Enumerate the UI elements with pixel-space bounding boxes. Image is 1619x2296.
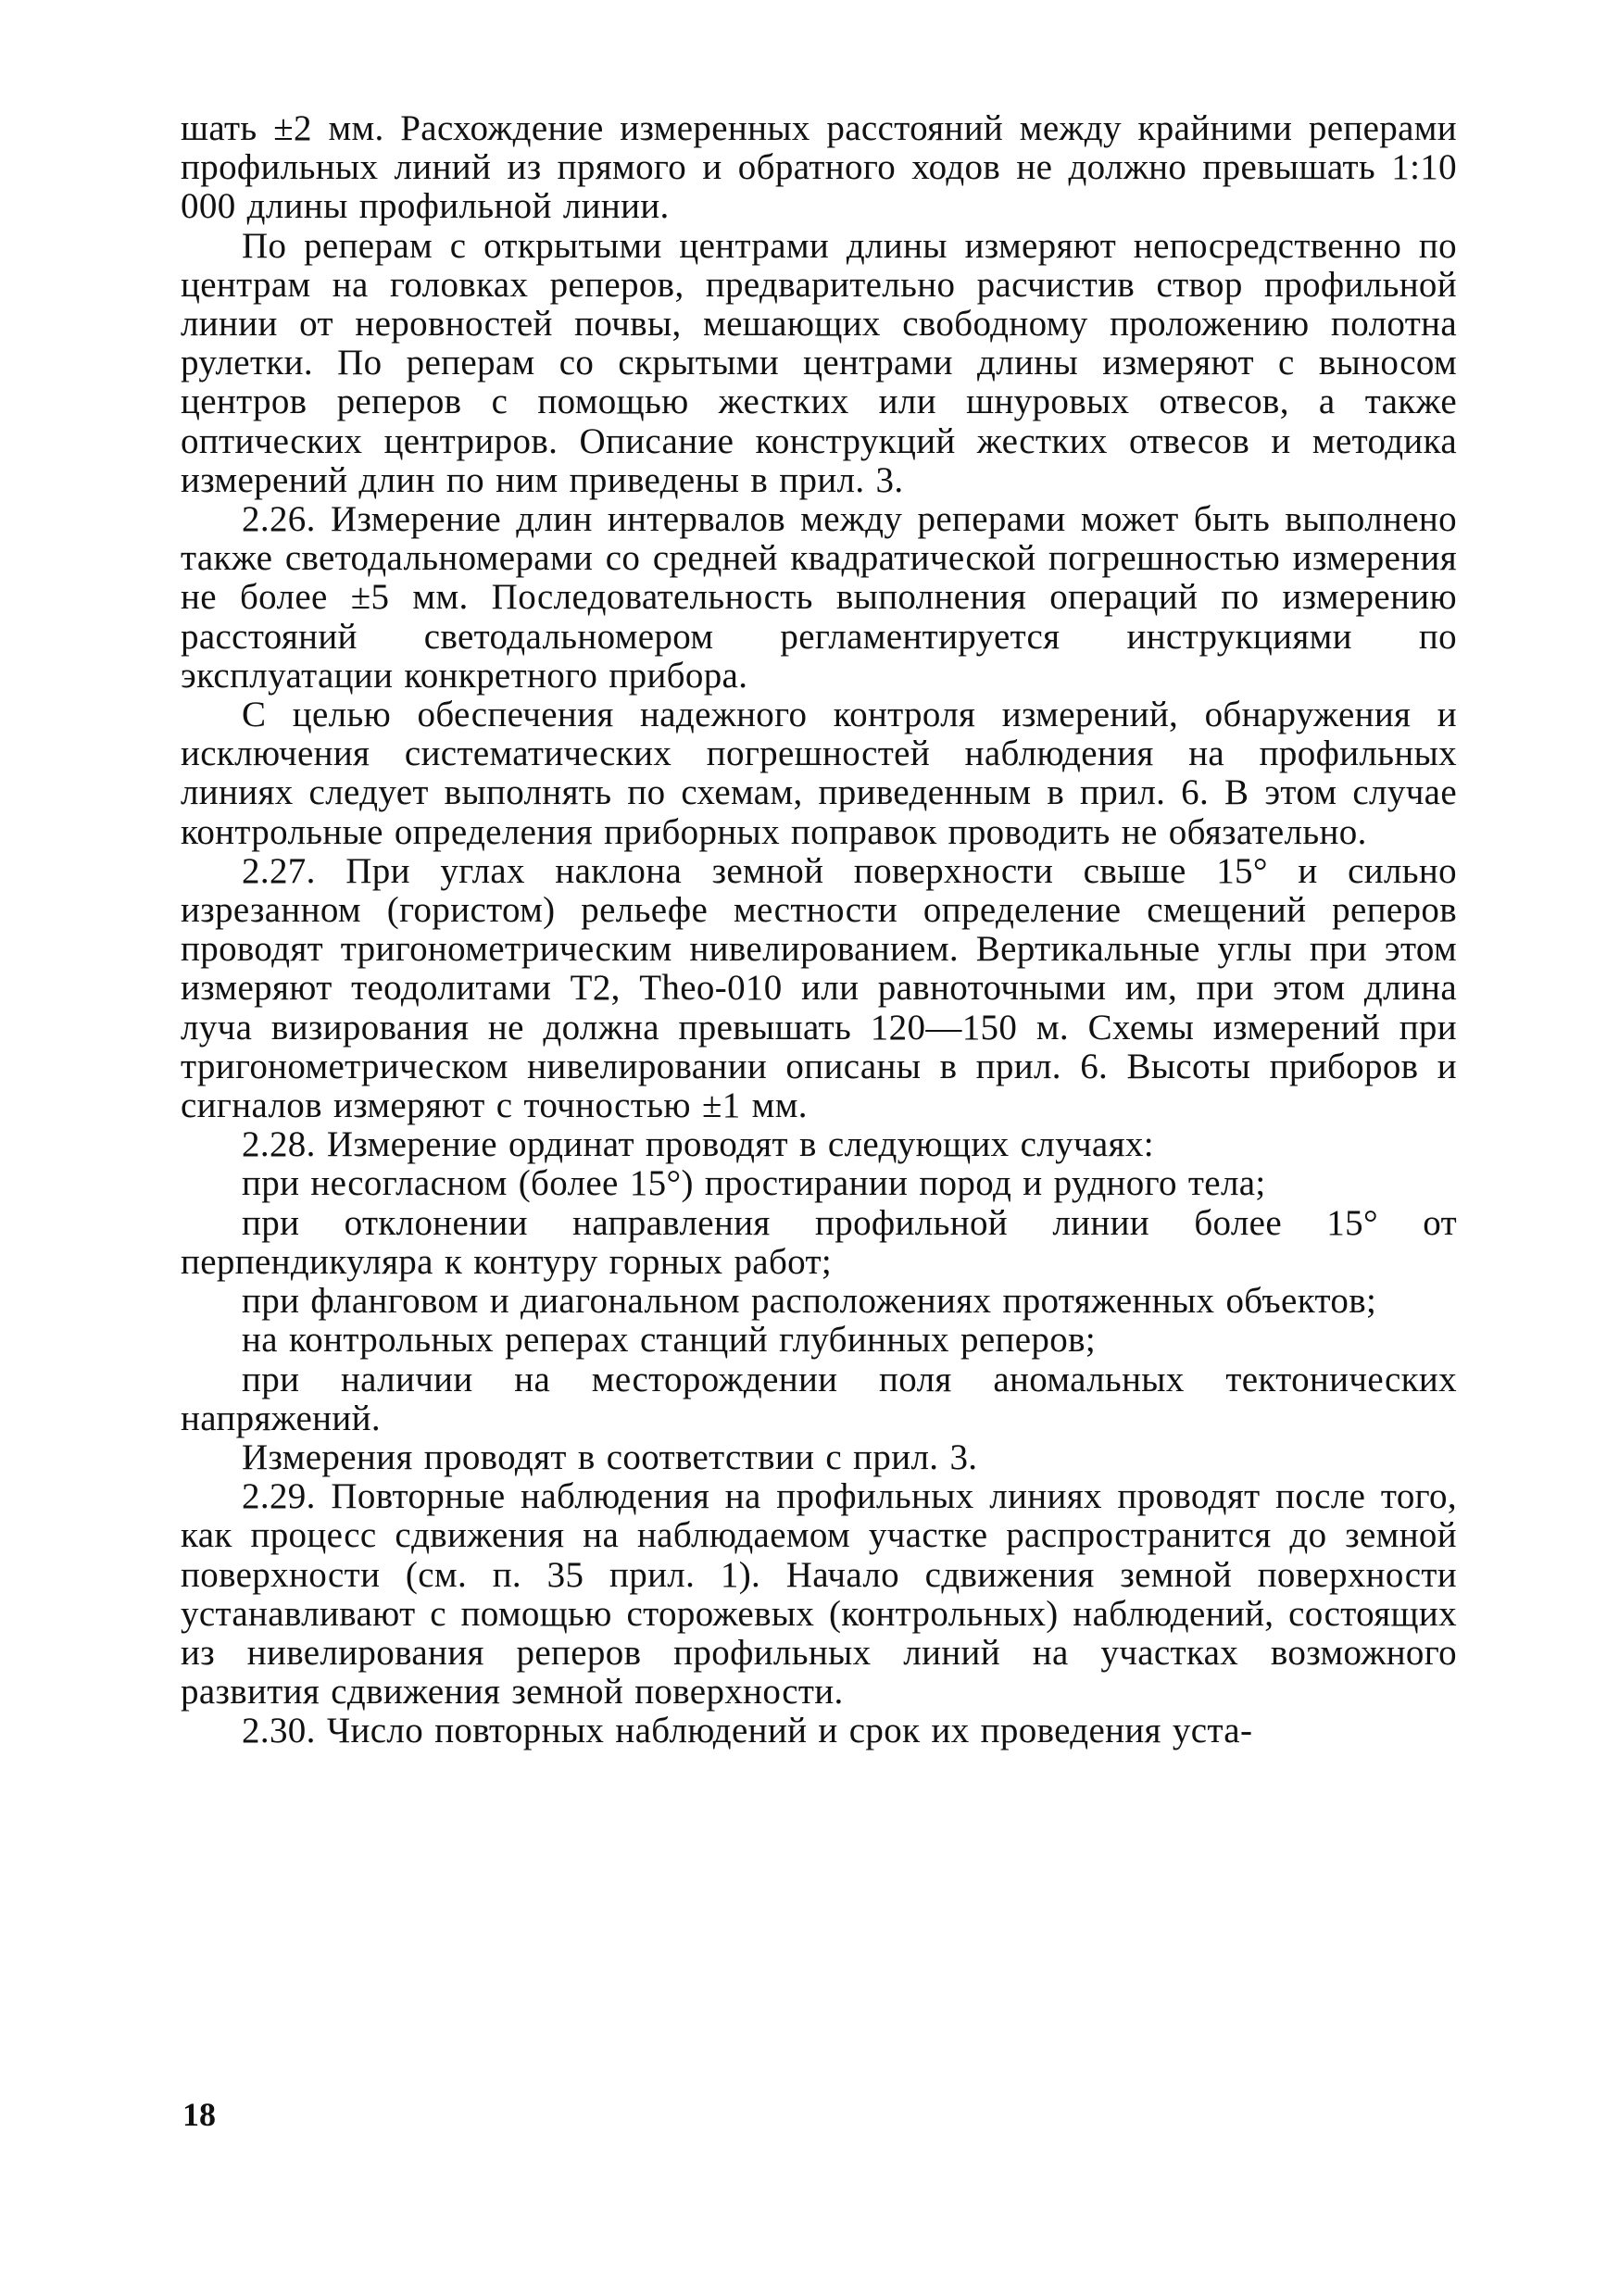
paragraph-4: С целью обеспечения надежного контроля измерений, обнаружения и исключения систематических погрешностей наблюдения на профильных линиях следует выполнять по схемам, приведенным в прил. 6. В этом случае контрольные определения приборных поправок проводить не обязательно. xyxy=(181,695,1457,852)
paragraph-2-29: 2.29. Повторные наблюдения на профильных линиях проводят после того, как процесс сдвижения на наблюдаемом участке распространится до земной поверхности (см. п. 35 прил. 1). Начало сдвижения земной поверхности устанавливают с помощью сторожевых (контрольных) наблюдений, состоящих из нивелирования реперов профильных линий на участках возможного развития сдвижения земной поверхности. xyxy=(181,1476,1457,1713)
page-number: 18 xyxy=(182,2096,216,2133)
list-item-5: при наличии на месторождении поля аномальных тектонических напряжений. xyxy=(181,1359,1457,1438)
list-item-1: при несогласном (более 15°) простирании пород и рудного тела; xyxy=(242,1163,1266,1204)
paragraph-1: шать ±2 мм. Расхождение измеренных расстояний между крайними реперами профильных линий из прямого и обратного ходов не должно превышать 1:10 000 длины профильной линии. xyxy=(181,108,1457,227)
list-item-4: на контрольных реперах станций глубинных реперов; xyxy=(242,1320,1097,1361)
list-item-2: при отклонении направления профильной линии более 15° от перпендикуляра к контуру горных работ; xyxy=(181,1202,1457,1282)
paragraph-2-27: 2.27. При углах наклона земной поверхности свыше 15° и сильно изрезанном (гористом) рельефе местности определение смещений реперов проводят тригонометрическим нивелированием. Вертикальные углы при этом измеряют теодолитами Т2, Theo-010 или равноточными им, при этом длина луча визирования не должна превышать 120—150 м. Схемы измерений при тригонометрическом нивелировании описаны в прил. 6. Высоты приборов и сигналов измеряют с точностью ±1 мм. xyxy=(181,850,1457,1126)
paragraph-2-30: 2.30. Число повторных наблюдений и срок их проведения уста- xyxy=(242,1711,1253,1751)
paragraph-2: По реперам с открытыми центрами длины измеряют непосредственно по центрам на головках реперов, предварительно расчистив створ профильной линии от неровностей почвы, мешающих свободному проложению полотна рулетки. По реперам со скрытыми центрами длины измеряют с выносом центров реперов с помощью жестких или шнуровых отвесов, а также оптических центриров. Описание конструкций жестких отвесов и методика измерений длин по ним приведены в прил. 3. xyxy=(181,225,1457,500)
paragraph-12: Измерения проводят в соответствии с прил. 3. xyxy=(242,1437,978,1477)
list-item-3: при фланговом и диагональном расположениях протяженных объектов; xyxy=(242,1281,1377,1322)
paragraph-2-26: 2.26. Измерение длин интервалов между реперами может быть выполнено также светодальномерами со средней квадратической погрешностью измерения не более ±5 мм. Последовательность выполнения операций по измерению расстояний светодальномером регламентируется инструкциями по эксплуатации конкретного прибора. xyxy=(181,499,1457,696)
paragraph-2-28: 2.28. Измерение ординат проводят в следующих случаях: xyxy=(242,1124,1154,1165)
page-body xyxy=(181,109,1457,1751)
